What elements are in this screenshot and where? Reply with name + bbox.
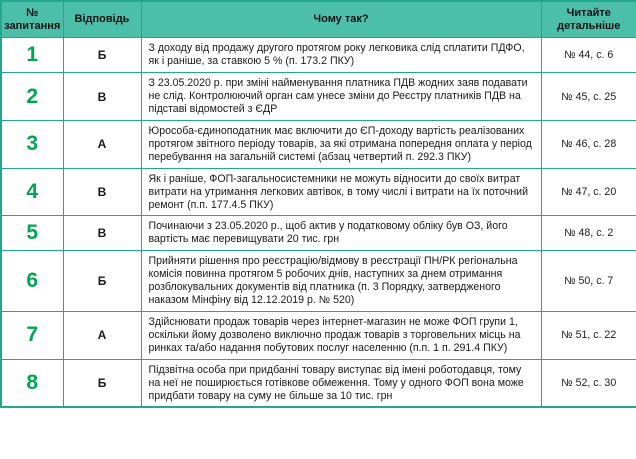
read-more-ref: № 44, с. 6 xyxy=(541,38,636,73)
header-why: Чому так? xyxy=(141,1,541,38)
question-number: 5 xyxy=(1,216,63,251)
answer-letter: В xyxy=(63,168,141,216)
table-row xyxy=(1,120,636,168)
question-number: 8 xyxy=(1,359,63,407)
answer-letter: Б xyxy=(63,359,141,407)
table-row xyxy=(1,251,636,312)
table-row xyxy=(1,38,636,73)
table-row xyxy=(1,216,636,251)
header-row xyxy=(1,1,636,38)
answer-letter: В xyxy=(63,216,141,251)
table-row xyxy=(1,311,636,359)
question-number: 3 xyxy=(1,120,63,168)
explanation-text: Прийняти рішення про реєстрацію/відмову в реєстрації ПН/РК регіональна комісія повинна протягом 5 робочих днів, наступних за днем отримання розблокувальних документів від платника (п. 3 Порядку, затвердженого наказом Мінфіну від 12.12.2019 р. № 520) xyxy=(141,251,541,312)
read-more-ref: № 48, с. 2 xyxy=(541,216,636,251)
explanation-text: Починаючи з 23.05.2020 р., щоб актив у податковому обліку був ОЗ, його вартість має перевищувати 20 тис. грн xyxy=(141,216,541,251)
answer-letter: А xyxy=(63,120,141,168)
question-number: 1 xyxy=(1,38,63,73)
table-row xyxy=(1,73,636,121)
question-number: 7 xyxy=(1,311,63,359)
explanation-text: Юрособа-єдиноподатник має включити до ЄП-доходу вартість реалізованих протягом звітного періоду товарів, за які отримана попередня оплата у період перебування на загальній системі (абзац четвертий п. 292.3 ПКУ) xyxy=(141,120,541,168)
header-read-more: Читайте детальніше xyxy=(541,1,636,38)
answer-letter: В xyxy=(63,73,141,121)
explanation-text: Як і раніше, ФОП-загальносистемники не можуть відносити до своїх витрат витрати на утримання легкових автівок, в тому числі і витрати на їх поточний ремонт (п.п. 177.4.5 ПКУ) xyxy=(141,168,541,216)
read-more-ref: № 50, с. 7 xyxy=(541,251,636,312)
read-more-ref: № 51, с. 22 xyxy=(541,311,636,359)
explanation-text: З 23.05.2020 р. при зміні найменування платника ПДВ жодних заяв подавати не слід. Контролюючий орган сам унесе зміни до Реєстру платників ПДВ на підставі відомостей з ЄДР xyxy=(141,73,541,121)
question-number: 2 xyxy=(1,73,63,121)
table-row xyxy=(1,359,636,407)
answer-letter: Б xyxy=(63,38,141,73)
question-number: 4 xyxy=(1,168,63,216)
read-more-ref: № 45, с. 25 xyxy=(541,73,636,121)
read-more-ref: № 47, с. 20 xyxy=(541,168,636,216)
table-row xyxy=(1,168,636,216)
read-more-ref: № 46, с. 28 xyxy=(541,120,636,168)
explanation-text: З доходу від продажу другого протягом року легковика слід сплатити ПДФО, як і раніше, за ставкою 5 % (п. 173.2 ПКУ) xyxy=(141,38,541,73)
header-question-no: № запитання xyxy=(1,1,63,38)
explanation-text: Здійснювати продаж товарів через інтернет-магазин не може ФОП групи 1, оскільки йому дозволено виключно продаж товарів з торговельних місць на ринках та/або надання побутових послуг населенню (п.п. 1 п. 291.4 ПКУ) xyxy=(141,311,541,359)
answer-letter: Б xyxy=(63,251,141,312)
answer-letter: А xyxy=(63,311,141,359)
header-answer: Відповідь xyxy=(63,1,141,38)
read-more-ref: № 52, с. 30 xyxy=(541,359,636,407)
question-number: 6 xyxy=(1,251,63,312)
explanation-text: Підзвітна особа при придбанні товару виступає від імені роботодавця, тому на неї не поширюється готівкове обмеження. Тому у одного ФОП вона може придбати товару на суму не більше за 10 тис. грн xyxy=(141,359,541,407)
